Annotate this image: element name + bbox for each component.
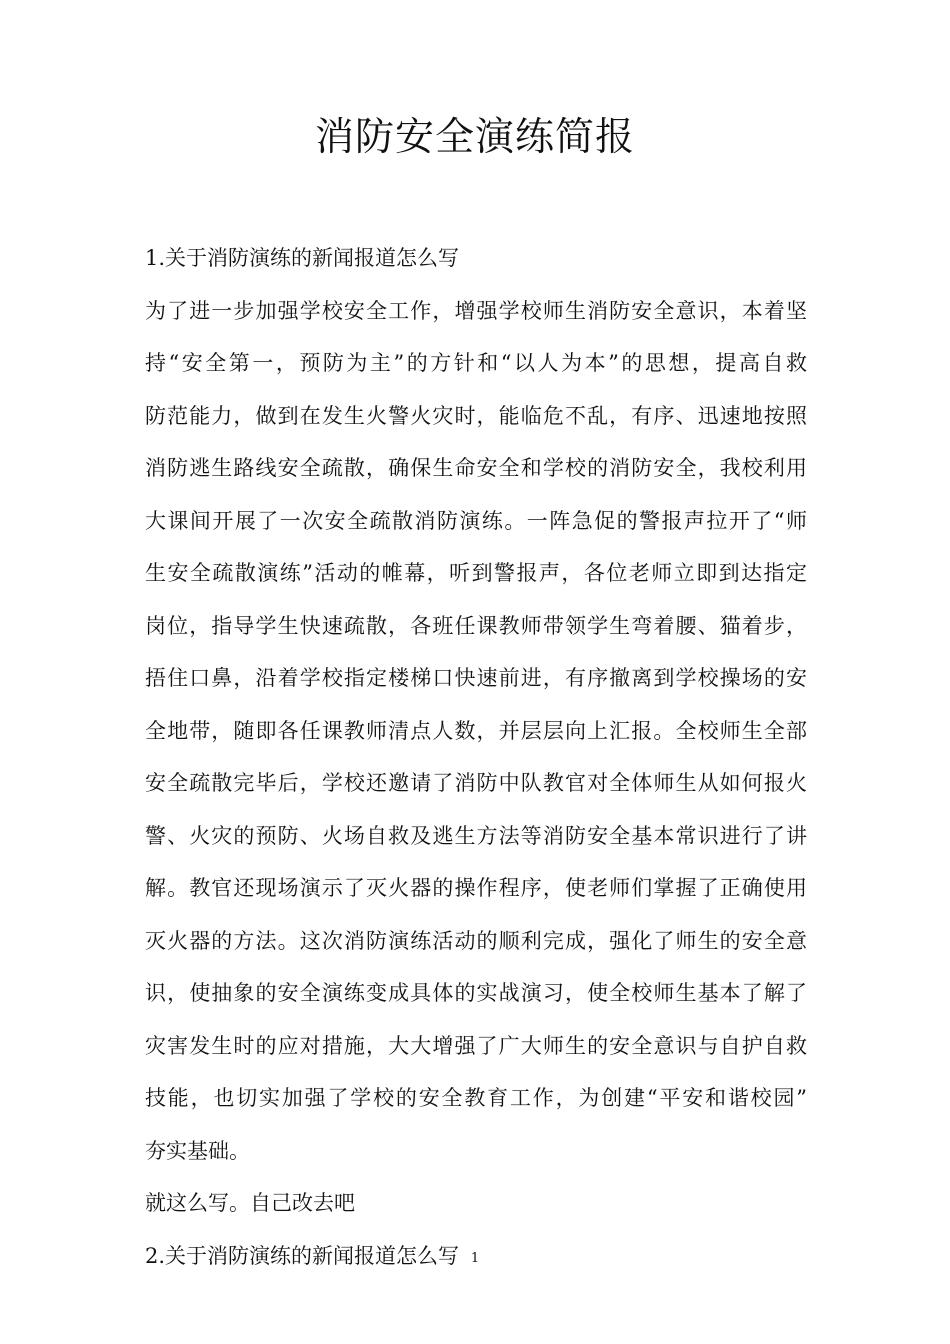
- paragraph-line: 大课间开展了一次安全疏散消防演练。一阵急促的警报声拉开了“师: [145, 508, 807, 533]
- paragraph-line: 警、火灾的预防、火场自救及逃生方法等消防安全基本常识进行了讲: [145, 823, 807, 848]
- paragraph-line: 灭火器的方法。这次消防演练活动的顺利完成，强化了师生的安全意: [145, 928, 807, 953]
- document-title: 消防安全演练简报: [314, 115, 635, 160]
- paragraph-line: 识，使抽象的安全演练变成具体的实战演习，使全校师生基本了解了: [145, 981, 807, 1005]
- paragraph-line: 灾害发生时的应对措施，大大增强了广大师生的安全意识与自护自救: [145, 1033, 807, 1058]
- document-body: [145, 232, 807, 1282]
- section-heading-2: 2.关于消防演练的新闻报道怎么写: [145, 1243, 460, 1268]
- paragraph-line: 为了进一步加强学校安全工作，增强学校师生消防安全意识，本着坚: [145, 298, 807, 323]
- article-paragraph: [145, 285, 807, 1178]
- paragraph-line: 全地带，随即各任课教师清点人数，并层层向上汇报。全校师生全部: [145, 718, 807, 743]
- paragraph-line: 持“安全第一，预防为主”的方针和“以人为本”的思想，提高自救: [145, 351, 807, 375]
- closing-line: 就这么写。自己改去吧: [145, 1191, 355, 1215]
- paragraph-line: 捂住口鼻，沿着学校指定楼梯口快速前进，有序撤离到学校操场的安: [145, 666, 807, 690]
- paragraph-last-line: 夯实基础。: [145, 1138, 250, 1163]
- paragraph-line: 消防逃生路线安全疏散，确保生命安全和学校的消防安全，我校利用: [145, 456, 807, 480]
- section-heading-1: 1.关于消防演练的新闻报道怎么写: [145, 246, 460, 270]
- page-number: 1: [470, 1251, 480, 1266]
- paragraph-line: 生安全疏散演练”活动的帷幕，听到警报声，各位老师立即到达指定: [145, 561, 807, 585]
- paragraph-line: 技能，也切实加强了学校的安全教育工作，为创建“平安和谐校园”: [145, 1086, 807, 1110]
- paragraph-line: 安全疏散完毕后，学校还邀请了消防中队教官对全体师生从如何报火: [145, 771, 807, 795]
- paragraph-line: 岗位，指导学生快速疏散，各班任课教师带领学生弯着腰、猫着步，: [145, 613, 807, 638]
- paragraph-line: 解。教官还现场演示了灭火器的操作程序，使老师们掌握了正确使用: [145, 876, 807, 900]
- paragraph-line: 防范能力，做到在发生火警火灾时，能临危不乱，有序、迅速地按照: [145, 403, 807, 428]
